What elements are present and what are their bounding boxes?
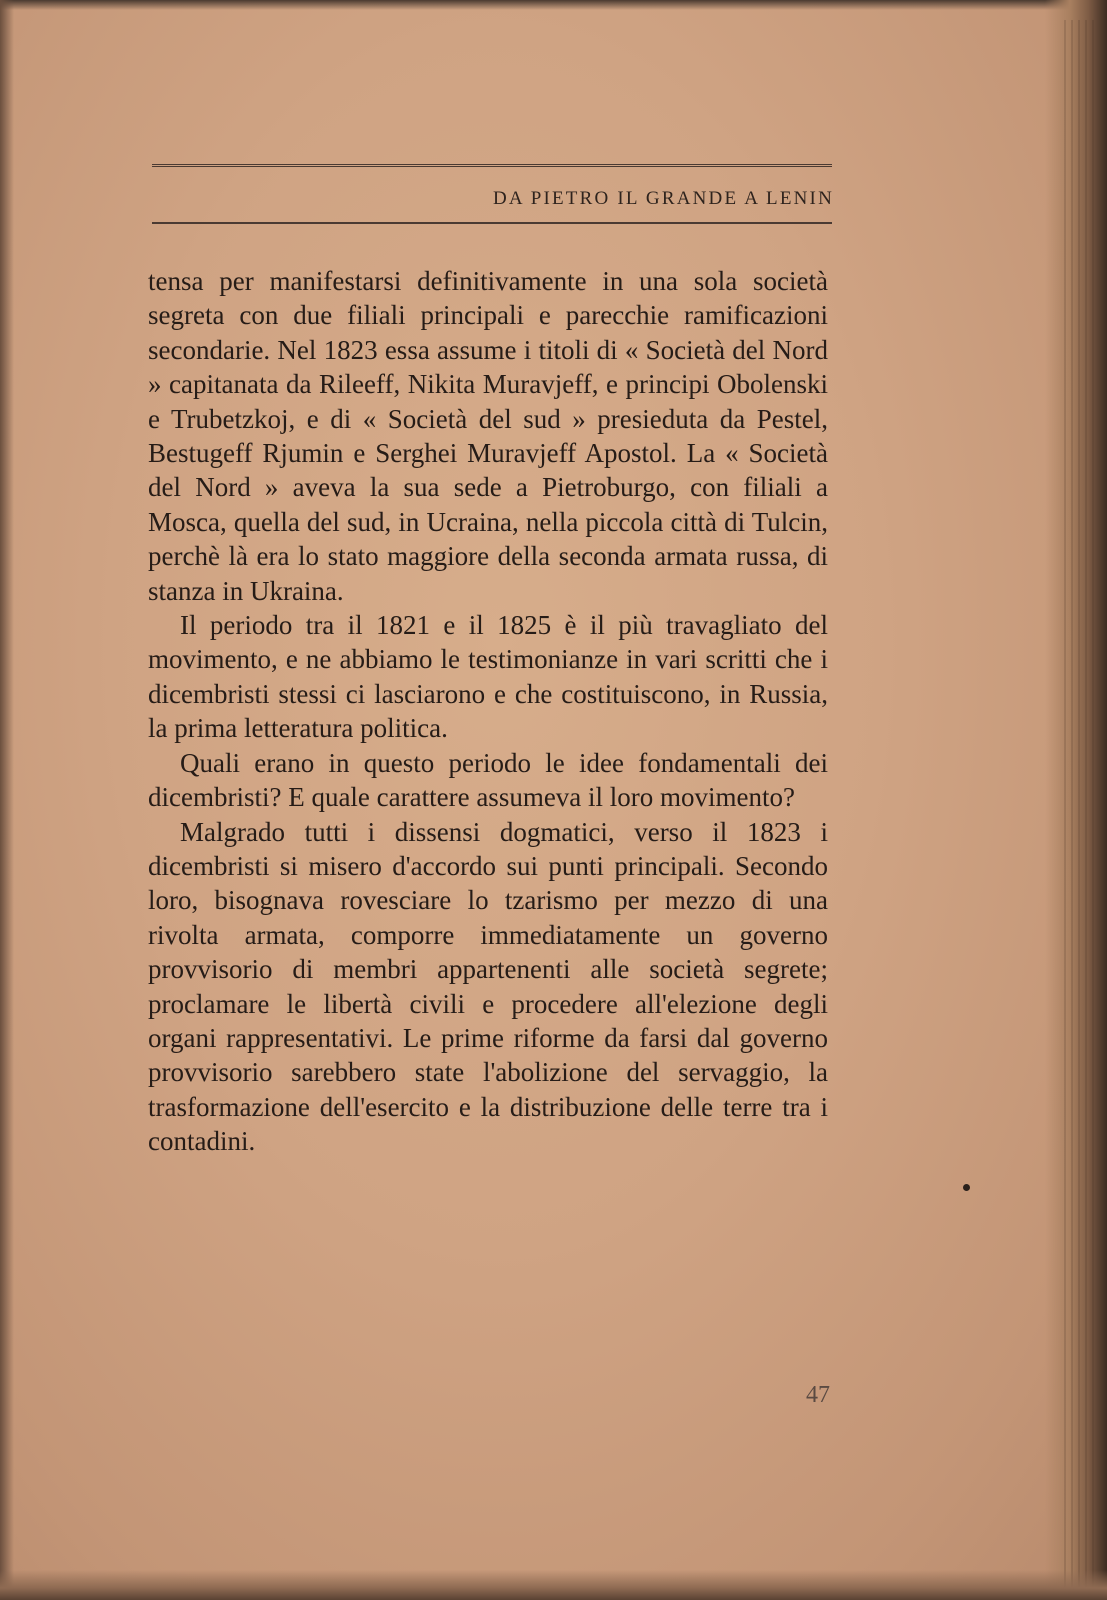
page-top-edge [0, 0, 1107, 10]
running-head: DA PIETRO IL GRANDE A LENIN [492, 188, 834, 209]
page-left-edge [0, 0, 14, 1600]
page-stack-edge [1059, 20, 1099, 1590]
header-rule-bottom [152, 222, 832, 224]
page-bottom-edge [0, 1570, 1107, 1600]
page-number: 47 [806, 1382, 830, 1408]
header-rule-top [152, 164, 832, 167]
paragraph: Quali erano in questo periodo le idee fondamentali dei dicembristi? E quale carattere assumeva il loro movimento? [148, 747, 828, 813]
paragraph: tensa per manifestarsi definitivamente in una sola società segreta con due filiali principali e parecchie ramificazioni secondarie. Nel 1823 essa assume i titoli di « Società del Nord » capitanata da Rileeff, Nikita Muravjeff, e principi Obolenski e Trubetzkoj, e di « Società del sud » presieduta da Pestel, Bestugeff Rjumin e Serghei Muravjeff Apostol. La « Società del Nord » aveva la sua sede a Pietroburgo, con filiali a Mosca, quella del sud, in Ucraina, nella piccola città di Tulcin, perchè là era lo stato maggiore della seconda armata russa, di stanza in Ukraina. [148, 266, 828, 606]
paragraph: Il periodo tra il 1821 e il 1825 è il più travagliato del movimento, e ne abbiamo le testimonianze in vari scritti che i dicembristi stessi ci lasciarono e che costituiscono, in Russia, la prima letteratura politica. [148, 610, 828, 744]
body-text [148, 264, 828, 1159]
ink-speck [963, 1184, 970, 1191]
paragraph: Malgrado tutti i dissensi dogmatici, verso il 1823 i dicembristi si misero d'accordo sui punti principali. Secondo loro, bisognava rovesciare lo tzarismo per mezzo di una rivolta armata, comporre immediatamente un governo provvisorio di membri appartenenti alle società segrete; proclamare le libertà civili e procedere all'elezione degli organi rappresentativi. Le prime riforme da farsi dal governo provvisorio sarebbero state l'abolizione del servaggio, la trasformazione dell'esercito e la distribuzione delle terre tra i contadini. [148, 816, 828, 1157]
